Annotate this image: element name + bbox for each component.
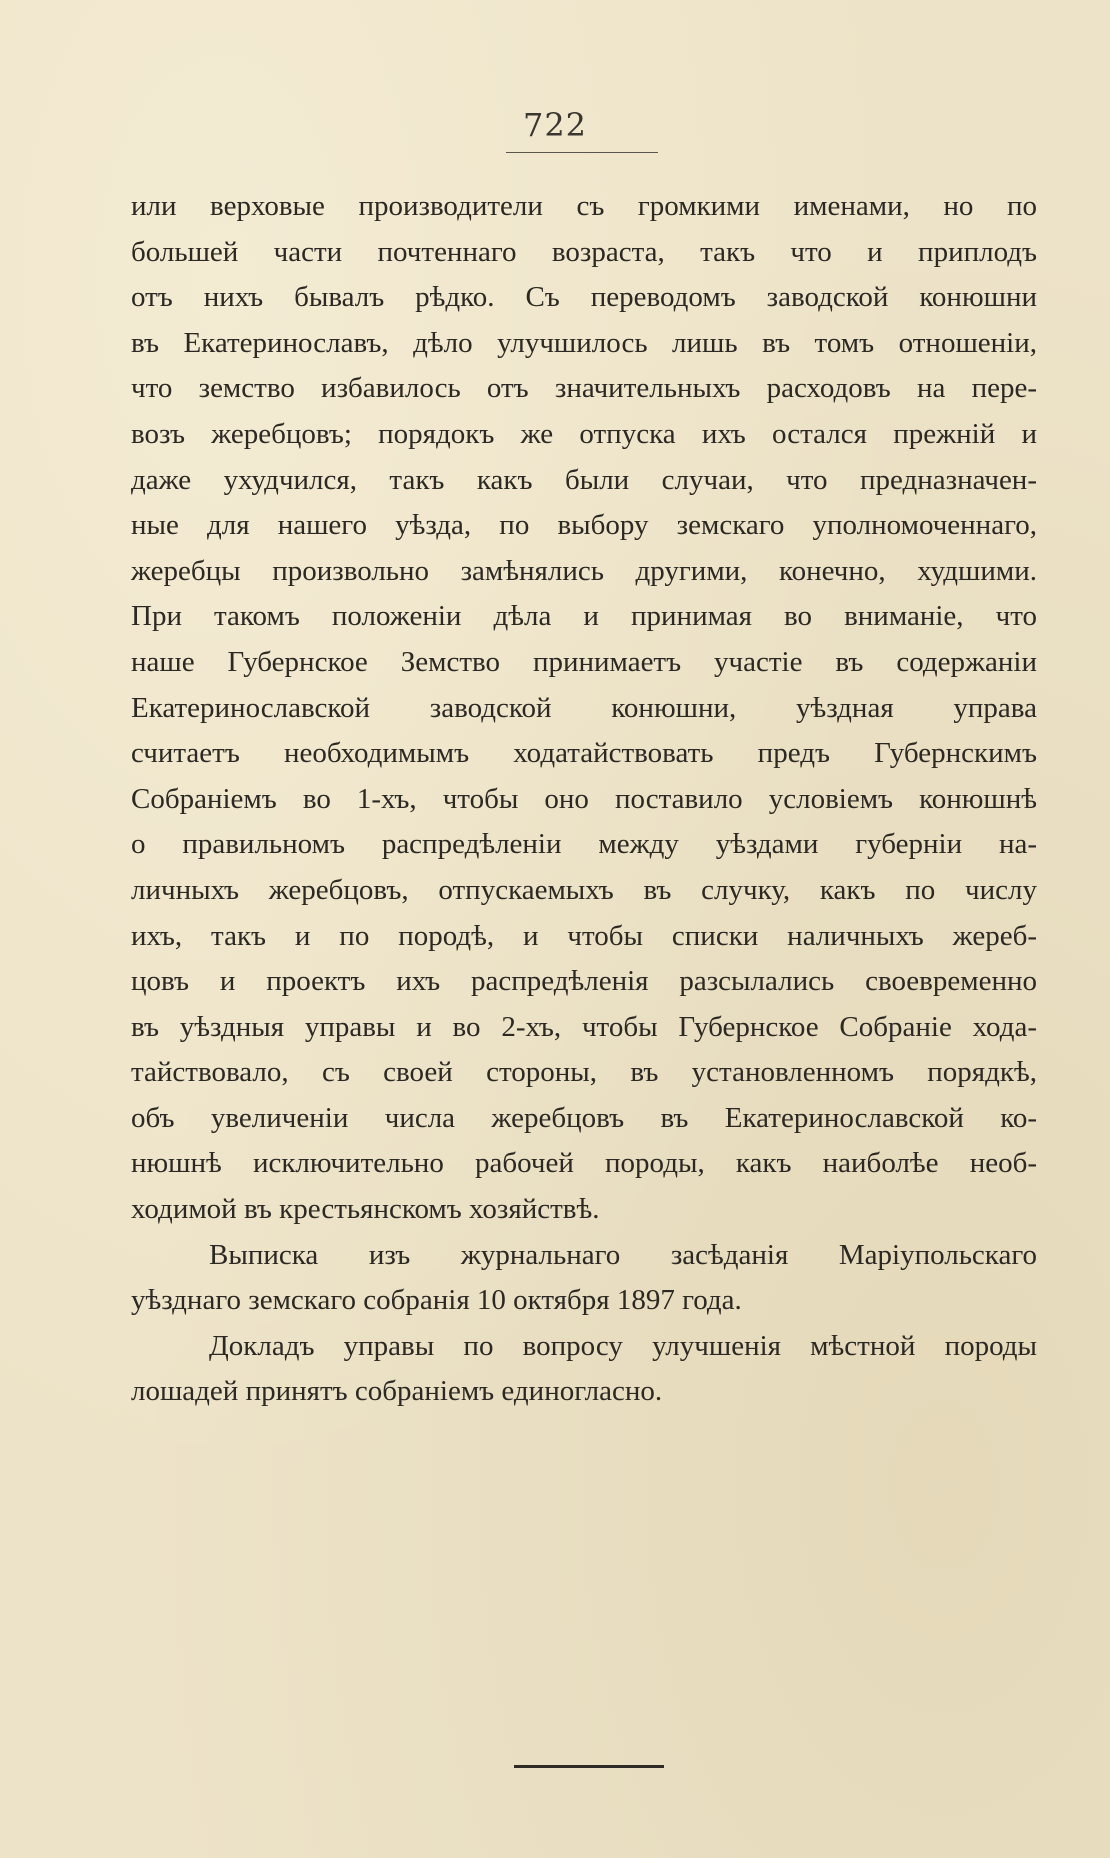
text-line: что земство избавилось отъ значительныхъ расходовъ на пере-: [131, 372, 1037, 405]
paragraph-1: [131, 184, 1037, 1233]
text-line: отъ нихъ бывалъ рѣдко. Съ переводомъ заводской конюшни: [131, 281, 1037, 314]
text-line: даже ухудчился, такъ какъ были случаи, что предназначен-: [131, 463, 1037, 496]
text-line: При такомъ положеніи дѣла и принимая во вниманіе, что: [131, 600, 1037, 633]
text-line: возъ жеребцовъ; порядокъ же отпуска ихъ остался прежній и: [131, 417, 1037, 450]
text-line: Докладъ управы по вопросу улучшенія мѣстной породы: [209, 1329, 1037, 1362]
text-line: ихъ, такъ и по породѣ, и чтобы списки наличныхъ жереб-: [131, 919, 1037, 952]
page-number-rule: [506, 152, 658, 153]
body-text: [131, 184, 1037, 1415]
text-line: или верховые производители съ громкими именами, но по: [131, 190, 1037, 222]
text-line: большей части почтеннаго возраста, такъ что и приплодъ: [131, 235, 1037, 268]
text-line: личныхъ жеребцовъ, отпускаемыхъ въ случку, какъ по числу: [131, 873, 1037, 906]
text-line: Екатеринославской заводской конюшни, уѣздная управа: [131, 691, 1037, 724]
text-line: наше Губернское Земство принимаетъ участіе въ содержаніи: [131, 645, 1037, 678]
text-line: Собраніемъ во 1-хъ, чтобы оно поставило условіемъ конюшнѣ: [131, 782, 1037, 815]
paragraph-2: [131, 1233, 1037, 1324]
text-line: уѣзднаго земскаго собранія 10 октября 1897 года.: [131, 1284, 742, 1317]
text-line: въ уѣздныя управы и во 2-хъ, чтобы Губернское Собраніе хода-: [131, 1010, 1037, 1043]
text-line: жеребцы произвольно замѣнялись другими, конечно, худшими.: [131, 554, 1037, 587]
page-number: 722: [522, 106, 588, 144]
text-line: объ увеличеніи числа жеребцовъ въ Екатеринославской ко-: [131, 1101, 1037, 1134]
text-line: цовъ и проектъ ихъ распредѣленія разсылались своевременно: [131, 965, 1037, 998]
end-rule: [514, 1765, 664, 1768]
text-line: считаетъ необходимымъ ходатайствовать предъ Губернскимъ: [131, 737, 1037, 770]
text-line: о правильномъ распредѣленіи между уѣздами губерніи на-: [131, 828, 1037, 861]
paragraph-3: [131, 1324, 1037, 1415]
text-line: ходимой въ крестьянскомъ хозяйствѣ.: [131, 1193, 600, 1226]
text-line: лошадей принятъ собраніемъ единогласно.: [131, 1375, 663, 1408]
text-line: въ Екатеринославъ, дѣло улучшилось лишь въ томъ отношеніи,: [131, 326, 1037, 359]
text-line: Выписка изъ журнальнаго засѣданія Маріупольскаго: [209, 1238, 1037, 1271]
text-line: нюшнѣ исключительно рабочей породы, какъ наиболѣе необ-: [131, 1147, 1037, 1180]
text-line: тайствовало, съ своей стороны, въ установленномъ порядкѣ,: [131, 1056, 1037, 1089]
text-line: ные для нашего уѣзда, по выбору земскаго уполномоченнаго,: [131, 509, 1037, 542]
